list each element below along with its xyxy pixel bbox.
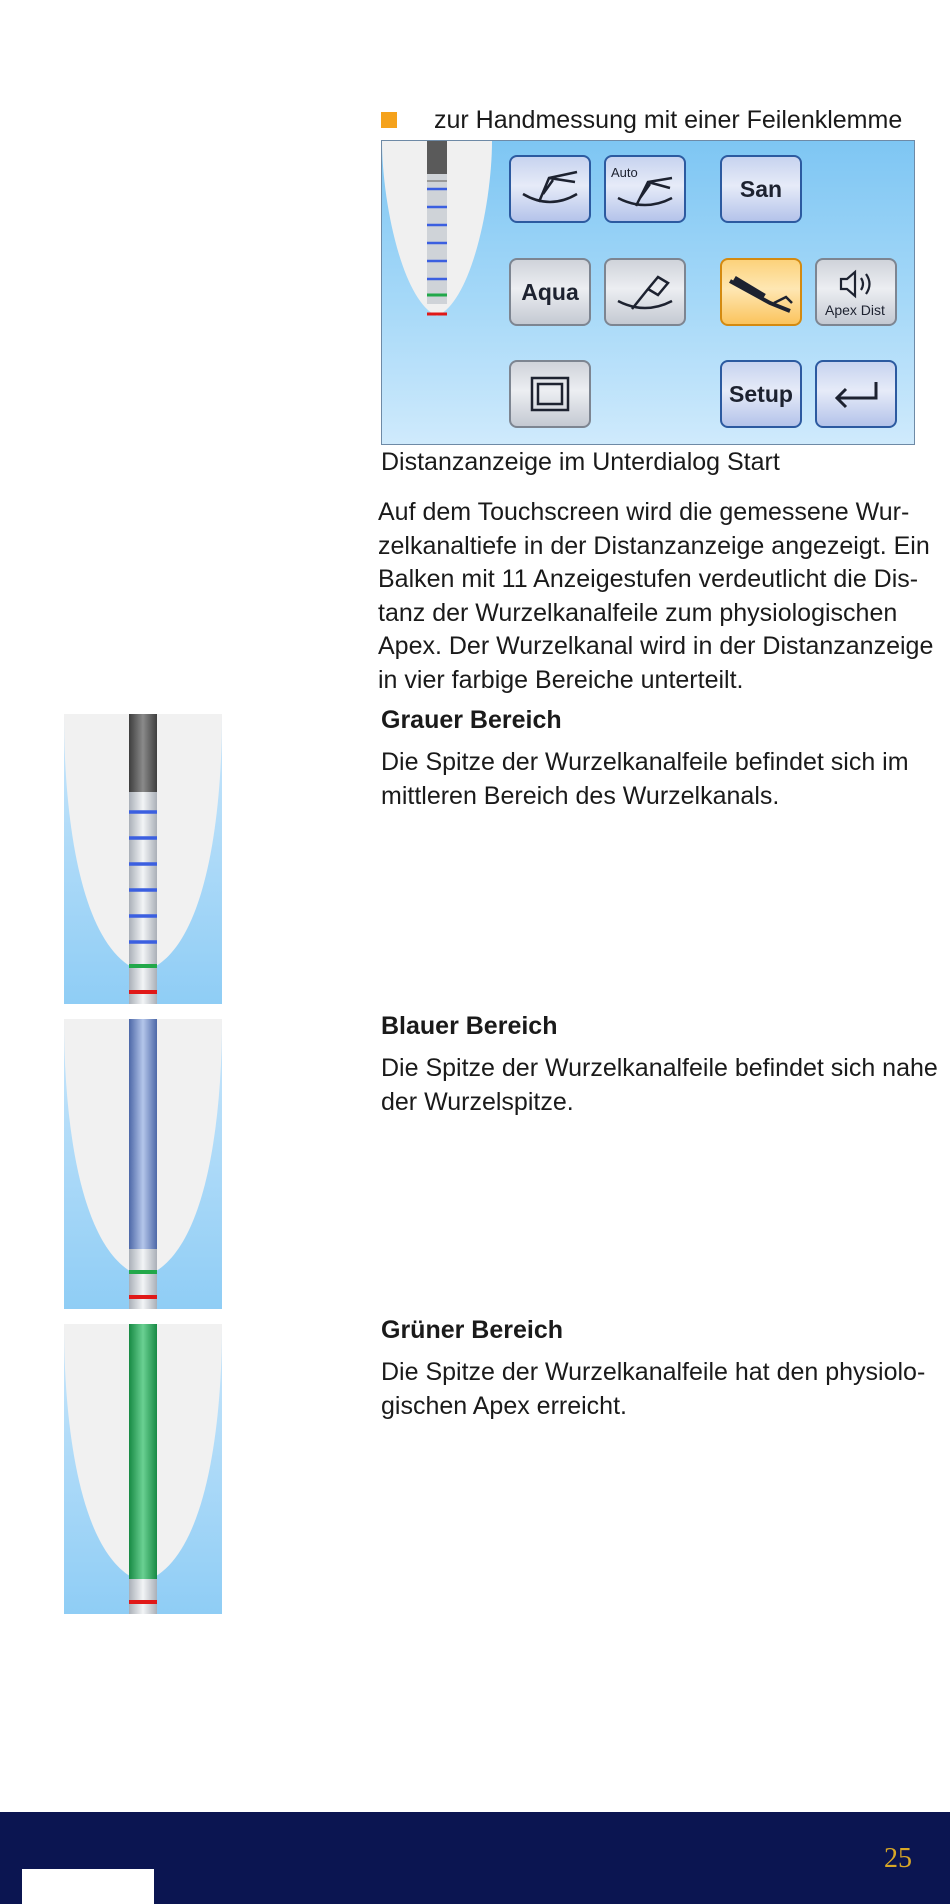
intro-line: Apex. Der Wurzelkanal wird in der Distanzanzeige xyxy=(378,632,934,660)
intro-line: in vier farbige Bereiche unterteilt. xyxy=(378,665,744,694)
section-heading-blue: Blauer Bereich xyxy=(381,1012,558,1040)
bullet-square-icon xyxy=(381,112,397,128)
file-clamp-button[interactable] xyxy=(720,258,802,326)
panel-caption: Distanzanzeige im Unterdialog Start xyxy=(381,448,780,476)
return-arrow-icon xyxy=(826,374,886,414)
section-line: Die Spitze der Wurzelkanalfeile befindet sich nahe xyxy=(381,1054,938,1082)
scaler-icon xyxy=(612,267,678,317)
scaler-button[interactable] xyxy=(604,258,686,326)
handpiece-icon xyxy=(517,164,583,214)
aqua-button[interactable] xyxy=(509,258,591,326)
section-heading-gray: Grauer Bereich xyxy=(381,706,562,734)
distance-display-mini xyxy=(382,141,492,341)
auto-label: Auto xyxy=(611,165,638,180)
section-line: Die Spitze der Wurzelkanalfeile befindet sich im xyxy=(381,748,909,776)
auto-handpiece-button[interactable] xyxy=(604,155,686,223)
san-label: San xyxy=(739,175,783,202)
footer-white-box xyxy=(22,1869,154,1904)
section-line: Die Spitze der Wurzelkanalfeile hat den physiolo- xyxy=(381,1358,926,1386)
section-line: mittleren Bereich des Wurzelkanals. xyxy=(381,782,780,810)
aqua-label: Aqua xyxy=(521,278,579,305)
intro-line: Auf dem Touchscreen wird die gemessene Wur- xyxy=(378,498,910,526)
section-text-blue xyxy=(381,1051,938,1119)
section-text-green xyxy=(381,1355,926,1423)
section-heading-green: Grüner Bereich xyxy=(381,1316,564,1344)
touchscreen-panel xyxy=(381,140,915,445)
bullet-text: zur Handmessung mit einer Feilenklemme xyxy=(434,106,903,134)
page-number: 25 xyxy=(884,1843,912,1874)
distance-indicator-gray xyxy=(64,714,222,1004)
apex-dist-button[interactable] xyxy=(815,258,897,326)
window-button[interactable] xyxy=(509,360,591,428)
file-clamp-icon xyxy=(724,267,798,317)
intro-line: Balken mit 11 Anzeigestufen verdeutlicht die Dis- xyxy=(378,565,919,593)
section-text-gray xyxy=(381,745,921,813)
section-line: der Wurzelspitze. xyxy=(381,1088,574,1116)
distance-indicator-green xyxy=(64,1324,222,1614)
distance-indicator-blue xyxy=(64,1019,222,1309)
setup-label: Setup xyxy=(729,380,793,407)
section-line: gischen Apex erreicht. xyxy=(381,1392,627,1420)
setup-button[interactable] xyxy=(720,360,802,428)
return-button[interactable] xyxy=(815,360,897,428)
intro-line: tanz der Wurzelkanalfeile zum physiologischen xyxy=(378,598,898,627)
intro-paragraph xyxy=(378,496,934,697)
window-icon xyxy=(528,374,572,414)
speaker-icon xyxy=(837,268,879,300)
handpiece-button[interactable] xyxy=(509,155,591,223)
intro-line: zelkanaltiefe in der Distanzanzeige angezeigt. Ein xyxy=(378,531,930,560)
san-button[interactable] xyxy=(720,155,802,223)
apex-dist-label: Apex Dist xyxy=(825,302,885,318)
